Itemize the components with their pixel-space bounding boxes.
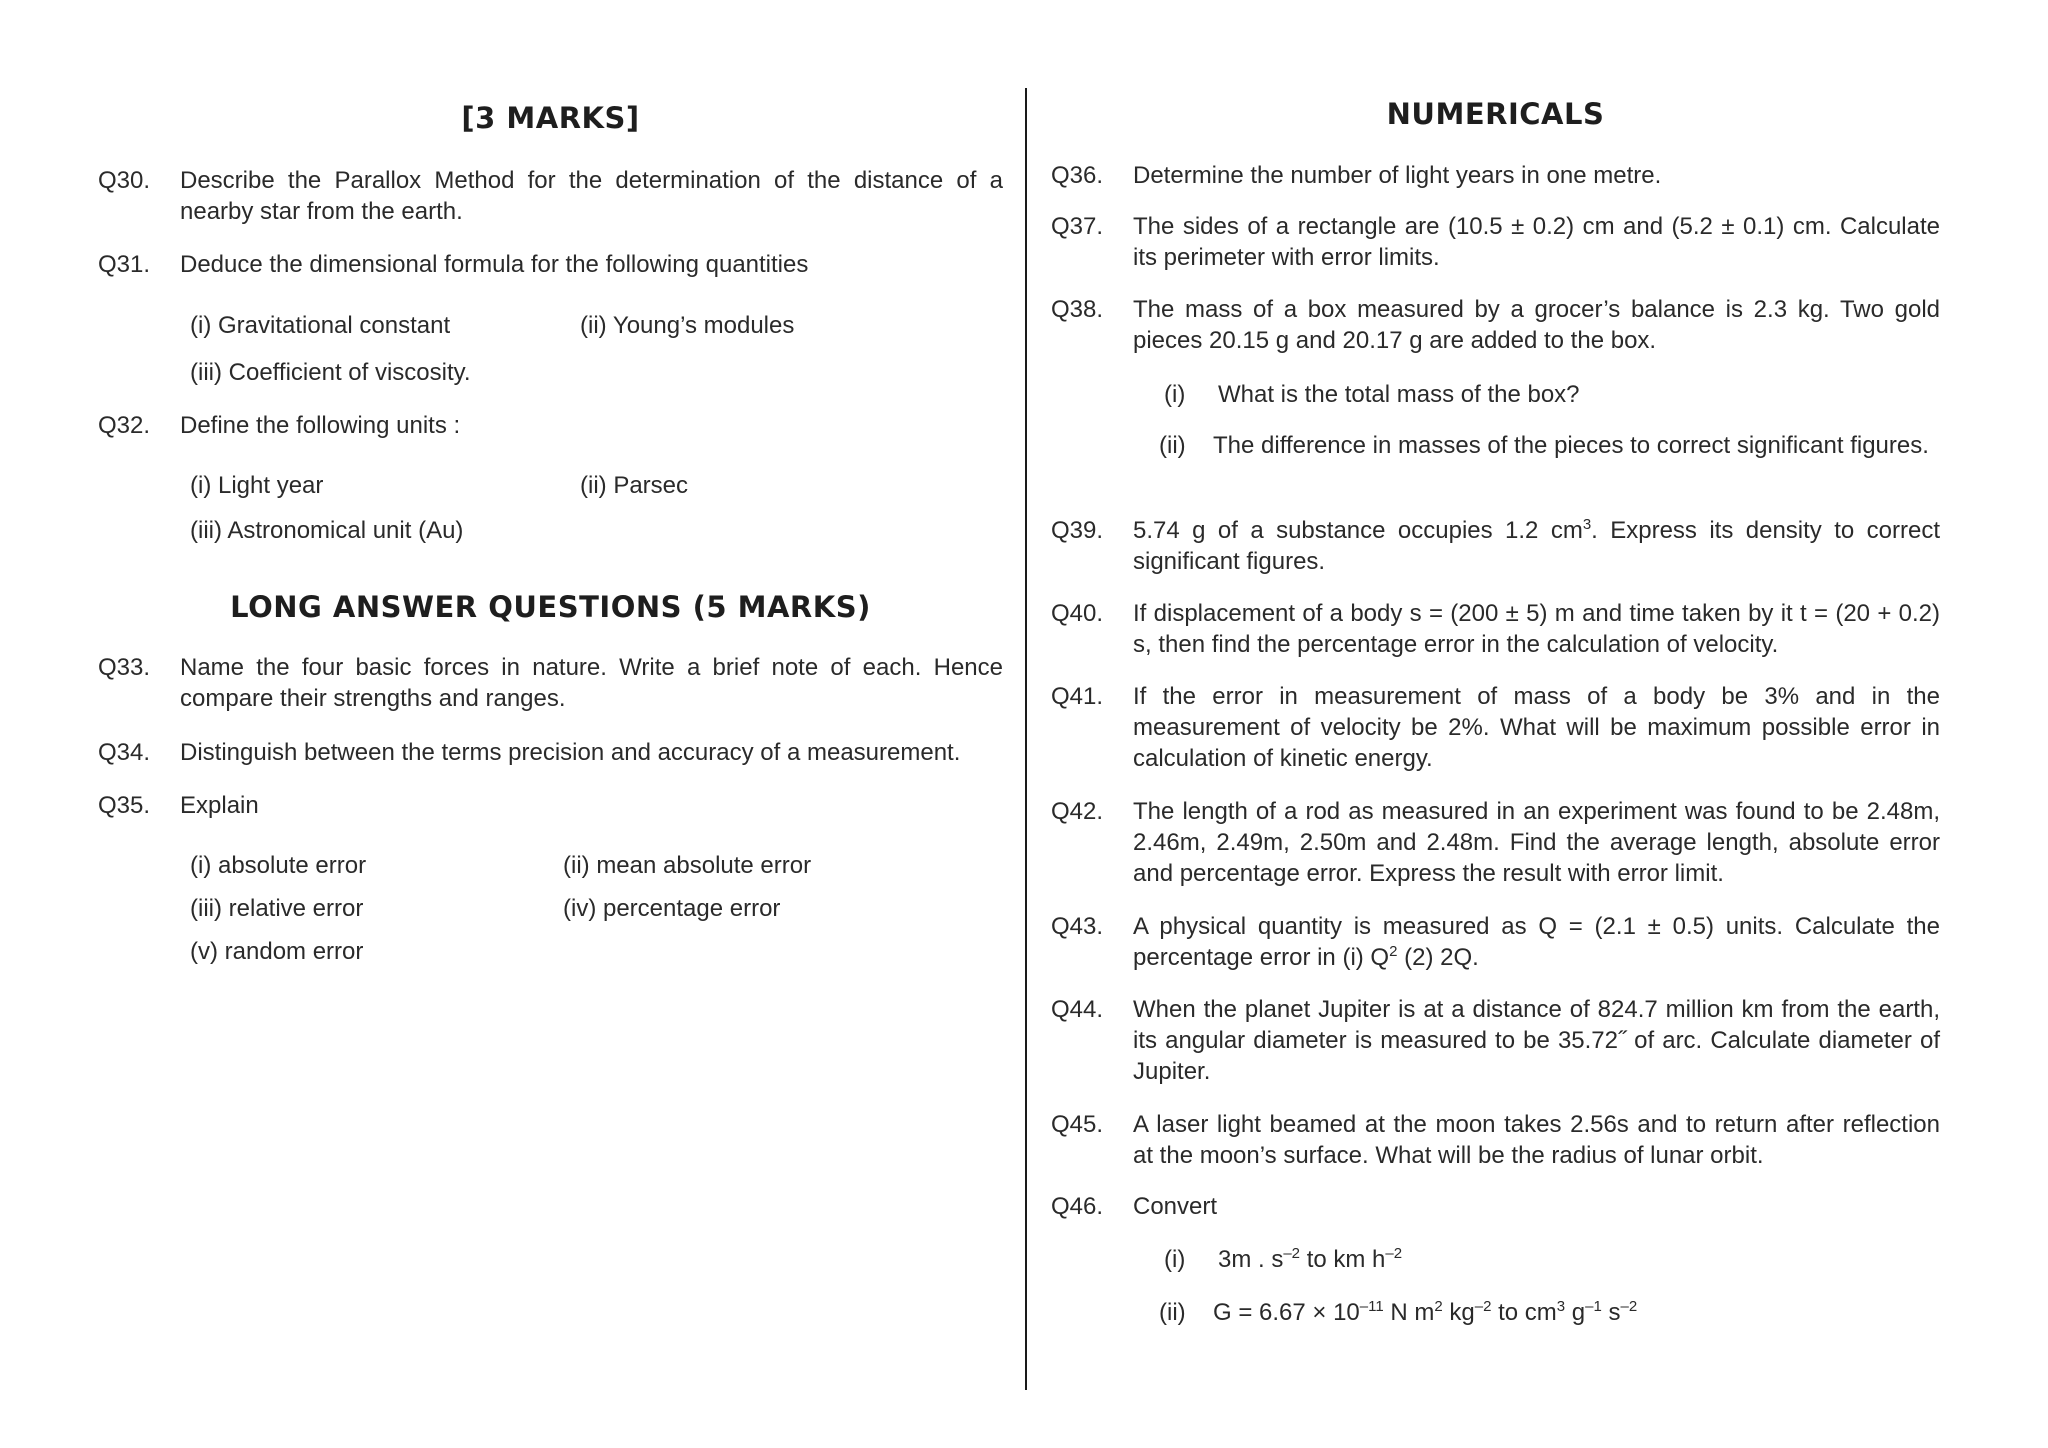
option-item: (ii) mean absolute error — [563, 852, 812, 879]
superscript: –2 — [1385, 1245, 1403, 1262]
question-q34 — [98, 737, 1003, 768]
question-text: If the error in measurement of mass of a body be 3% and in the measurement of velocity be 2%. What will be maximum possible error in calculation of kinetic energy. — [1133, 683, 1940, 772]
formula-part: N m — [1383, 1299, 1435, 1326]
superscript: 3 — [1556, 1298, 1566, 1315]
option-item: (iii) relative error — [190, 895, 364, 922]
question-text: Determine the number of light years in one metre. — [1133, 162, 1662, 189]
question-number: Q39. — [1051, 517, 1104, 544]
question-text: If displacement of a body s = (200 ± 5) m and time taken by it t = (20 + 0.2) s, then find the percentage error in the calculation of velocity. — [1133, 600, 1940, 658]
question-number: Q43. — [1051, 913, 1104, 940]
question-number: Q35. — [98, 792, 151, 819]
sub-question-text: What is the total mass of the box? — [1218, 381, 1580, 408]
question-number: Q30. — [98, 167, 151, 194]
sub-question-text — [1218, 1244, 1940, 1275]
question-q30 — [98, 165, 1003, 227]
question-q39 — [1051, 515, 1940, 577]
question-number: Q44. — [1051, 996, 1104, 1023]
question-q44 — [1051, 994, 1940, 1087]
formula-part: s — [1601, 1299, 1621, 1326]
sub-question — [1164, 1244, 1940, 1275]
question-text: Deduce the dimensional formula for the following quantities — [180, 251, 809, 278]
question-number: Q37. — [1051, 213, 1104, 240]
superscript: 3 — [1582, 516, 1592, 533]
superscript: –2 — [1474, 1298, 1492, 1315]
question-text-part: (2) 2Q. — [1397, 944, 1479, 971]
question-text — [1133, 515, 1940, 577]
question-q33 — [98, 652, 1003, 714]
superscript: –2 — [1620, 1298, 1638, 1315]
question-number: Q36. — [1051, 162, 1104, 189]
option-item: (iii) Astronomical unit (Au) — [190, 517, 464, 544]
formula-part: to km h — [1300, 1246, 1386, 1273]
question-number: Q45. — [1051, 1111, 1104, 1138]
question-number: Q33. — [98, 654, 151, 681]
section-heading-3-marks: [3 MARKS] — [461, 101, 640, 135]
sub-question-number: (i) — [1164, 1246, 1186, 1273]
question-number: Q31. — [98, 251, 151, 278]
question-q31 — [98, 249, 1003, 280]
option-item: (v) random error — [190, 938, 364, 965]
formula-part: G = 6.67 × 10 — [1213, 1299, 1360, 1326]
option-item: (i) Gravitational constant — [190, 312, 451, 339]
question-q36 — [1051, 160, 1940, 191]
superscript: 2 — [1434, 1298, 1443, 1315]
question-text: Define the following units : — [180, 412, 461, 439]
question-q40 — [1051, 598, 1940, 660]
option-item: (ii) Parsec — [580, 472, 689, 499]
formula-part: g — [1565, 1299, 1586, 1326]
question-q45 — [1051, 1109, 1940, 1171]
question-number: Q40. — [1051, 600, 1104, 627]
section-heading-long-answer: LONG ANSWER QUESTIONS (5 MARKS) — [230, 590, 871, 624]
option-item: (ii) Young’s modules — [580, 312, 795, 339]
question-q37 — [1051, 211, 1940, 273]
option-item: (i) absolute error — [190, 852, 367, 879]
section-heading-numericals: NUMERICALS — [1386, 97, 1605, 131]
question-text-part: 5.74 g of a substance occupies 1.2 cm — [1133, 517, 1583, 544]
superscript: –1 — [1585, 1298, 1602, 1315]
question-text-part: . Express its density to correct significant figures. — [1133, 517, 1940, 575]
question-q43 — [1051, 911, 1940, 973]
sub-question — [1164, 379, 1940, 410]
question-text-part: A physical quantity is measured as Q = (2.1 ± 0.5) units. Calculate the percentage error in (i) Q — [1133, 913, 1940, 971]
formula-part: 3m . s — [1218, 1246, 1284, 1273]
question-text: When the planet Jupiter is at a distance of 824.7 million km from the earth, its angular diameter is measured to be 35.72˝ of arc. Calculate diameter of Jupiter. — [1133, 996, 1940, 1085]
option-item: (i) Light year — [190, 472, 324, 499]
question-text: Convert — [1133, 1193, 1218, 1220]
option-item: (iv) percentage error — [563, 895, 781, 922]
question-number: Q38. — [1051, 296, 1104, 323]
question-text: A laser light beamed at the moon takes 2.56s and to return after reflection at the moon’s surface. What will be the radius of lunar orbit. — [1133, 1111, 1940, 1169]
formula-part: to cm — [1491, 1299, 1557, 1326]
column-divider — [1025, 88, 1027, 1390]
question-number: Q32. — [98, 412, 151, 439]
question-text: The mass of a box measured by a grocer’s balance is 2.3 kg. Two gold pieces 20.15 g and 20.17 g are added to the box. — [1133, 296, 1940, 354]
question-q35 — [98, 790, 1003, 821]
sub-question — [1159, 430, 1940, 461]
sub-question-text: The difference in masses of the pieces to correct significant figures. — [1213, 432, 1929, 459]
question-q32 — [98, 410, 1003, 441]
question-text: The sides of a rectangle are (10.5 ± 0.2) cm and (5.2 ± 0.1) cm. Calculate its perimeter with error limits. — [1133, 213, 1940, 271]
formula-part: kg — [1442, 1299, 1475, 1326]
superscript: –11 — [1359, 1298, 1384, 1315]
sub-question-number: (ii) — [1159, 1299, 1186, 1326]
question-q38 — [1051, 294, 1940, 356]
question-text: Distinguish between the terms precision and accuracy of a measurement. — [180, 739, 961, 766]
superscript: 2 — [1389, 943, 1398, 960]
question-number: Q41. — [1051, 683, 1104, 710]
question-text: Describe the Parallox Method for the determination of the distance of a nearby star from the earth. — [180, 167, 1003, 225]
question-text: The length of a rod as measured in an experiment was found to be 2.48m, 2.46m, 2.49m, 2.50m and 2.48m. Find the average length, absolute error and percentage error. Express the result with error limit. — [1133, 798, 1940, 887]
question-text — [1133, 911, 1940, 973]
question-number: Q46. — [1051, 1193, 1104, 1220]
option-item: (iii) Coefficient of viscosity. — [190, 359, 471, 386]
question-q41 — [1051, 681, 1940, 774]
question-q42 — [1051, 796, 1940, 889]
sub-question — [1159, 1297, 1940, 1328]
question-number: Q42. — [1051, 798, 1104, 825]
question-q46 — [1051, 1191, 1940, 1222]
sub-question-number: (i) — [1164, 381, 1186, 408]
question-number: Q34. — [98, 739, 151, 766]
superscript: –2 — [1283, 1245, 1301, 1262]
question-text: Explain — [180, 792, 259, 819]
sub-question-number: (ii) — [1159, 432, 1186, 459]
sub-question-text — [1213, 1297, 1940, 1328]
question-text: Name the four basic forces in nature. Write a brief note of each. Hence compare their strengths and ranges. — [180, 654, 1003, 712]
